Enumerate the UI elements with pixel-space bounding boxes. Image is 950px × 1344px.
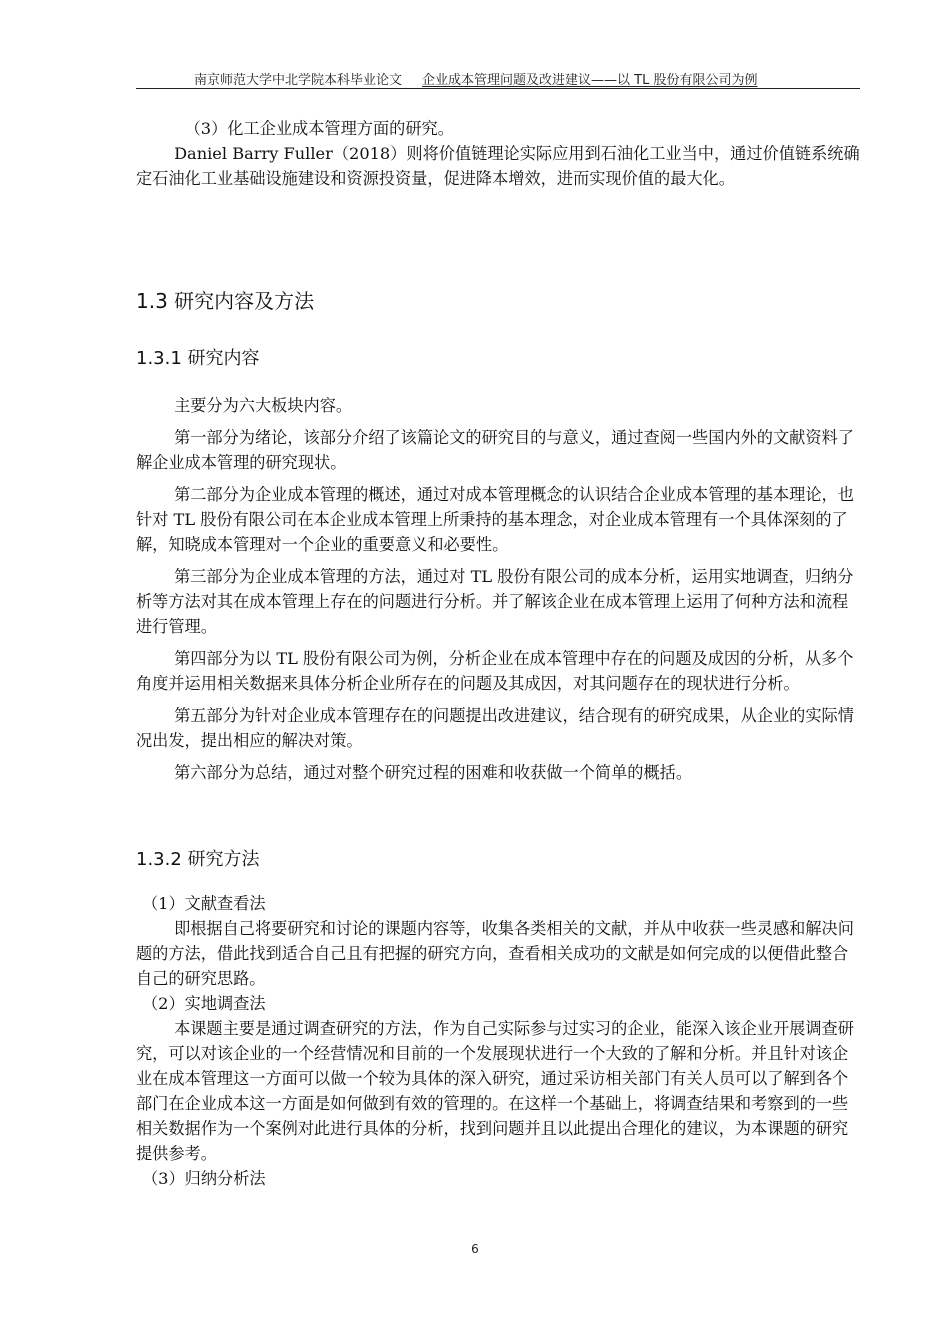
content-paragraph: 第六部分为总结，通过对整个研究过程的困难和收获做一个简单的概括。 bbox=[174, 763, 693, 782]
section-heading-1-3-1: 1.3.1 研究内容 bbox=[136, 348, 260, 369]
method-1-text: 即根据自己将要研究和讨论的课题内容等，收集各类相关的文献，并从中收获一些灵感和解决问题的方法，借此找到适合自己且有把握的研究方向，查看相关成功的文献是如何完成的以便借此整合自己的研究思路。 bbox=[136, 919, 854, 988]
section-heading-1-3: 1.3 研究内容及方法 bbox=[136, 289, 315, 313]
content-paragraph: 第二部分为企业成本管理的概述，通过对成本管理概念的认识结合企业成本管理的基本理论，也针对 TL 股份有限公司在本企业成本管理上所秉持的基本理念，对企业成本管理有一个具体深刻的了解，知晓成本管理对一个企业的重要意义和必要性。 bbox=[136, 485, 854, 554]
intro-item-3: （3）化工企业成本管理方面的研究。 bbox=[184, 119, 454, 138]
method-2-title: （2）实地调查法 bbox=[142, 994, 266, 1013]
content-paragraph: 第四部分为以 TL 股份有限公司为例，分析企业在成本管理中存在的问题及成因的分析，从多个角度并运用相关数据来具体分析企业所存在的问题及其成因，对其问题存在的现状进行分析。 bbox=[136, 649, 854, 693]
header-school: 南京师范大学中北学院本科毕业论文 bbox=[194, 73, 403, 88]
content-paragraph: 第一部分为绪论，该部分介绍了该篇论文的研究目的与意义，通过查阅一些国内外的文献资料了解企业成本管理的研究现状。 bbox=[136, 428, 854, 472]
method-3-title: （3）归纳分析法 bbox=[142, 1169, 266, 1188]
research-methods-block bbox=[136, 891, 860, 1191]
intro-paragraph: Daniel Barry Fuller（2018）则将价值链理论实际应用到石油化工业当中，通过价值链系统确定石油化工业基础设施建设和资源投资量，促进降本增效，进而实现价值的最大化。 bbox=[136, 144, 860, 188]
intro-block bbox=[136, 116, 860, 191]
method-2-text: 本课题主要是通过调查研究的方法，作为自己实际参与过实习的企业，能深入该企业开展调查研究，可以对该企业的一个经营情况和目前的一个发展现状进行一个大致的了解和分析。并且针对该企业在成本管理这一方面可以做一个较为具体的深入研究，通过采访相关部门有关人员可以了解到各个部门在企业成本这一方面是如何做到有效的管理的。在这样一个基础上，将调查结果和考察到的一些相关数据作为一个案例对此进行具体的分析，找到问题并且以此提出合理化的建议，为本课题的研究提供参考。 bbox=[136, 1019, 854, 1163]
running-header bbox=[136, 66, 860, 89]
section-heading-1-3-2: 1.3.2 研究方法 bbox=[136, 849, 260, 870]
research-content-block bbox=[136, 393, 860, 792]
method-1-title: （1）文献查看法 bbox=[142, 894, 266, 913]
content-paragraph: 第三部分为企业成本管理的方法，通过对 TL 股份有限公司的成本分析，运用实地调查，归纳分析等方法对其在成本管理上存在的问题进行分析。并了解该企业在成本管理上运用了何种方法和流程进行管理。 bbox=[136, 567, 854, 636]
header-thesis-title: 企业成本管理问题及改进建议——以 TL 股份有限公司为例 bbox=[422, 73, 758, 88]
content-paragraph: 主要分为六大板块内容。 bbox=[174, 396, 353, 415]
content-paragraph: 第五部分为针对企业成本管理存在的问题提出改进建议，结合现有的研究成果，从企业的实际情况出发，提出相应的解决对策。 bbox=[136, 706, 854, 750]
page-number: 6 bbox=[471, 1242, 479, 1256]
